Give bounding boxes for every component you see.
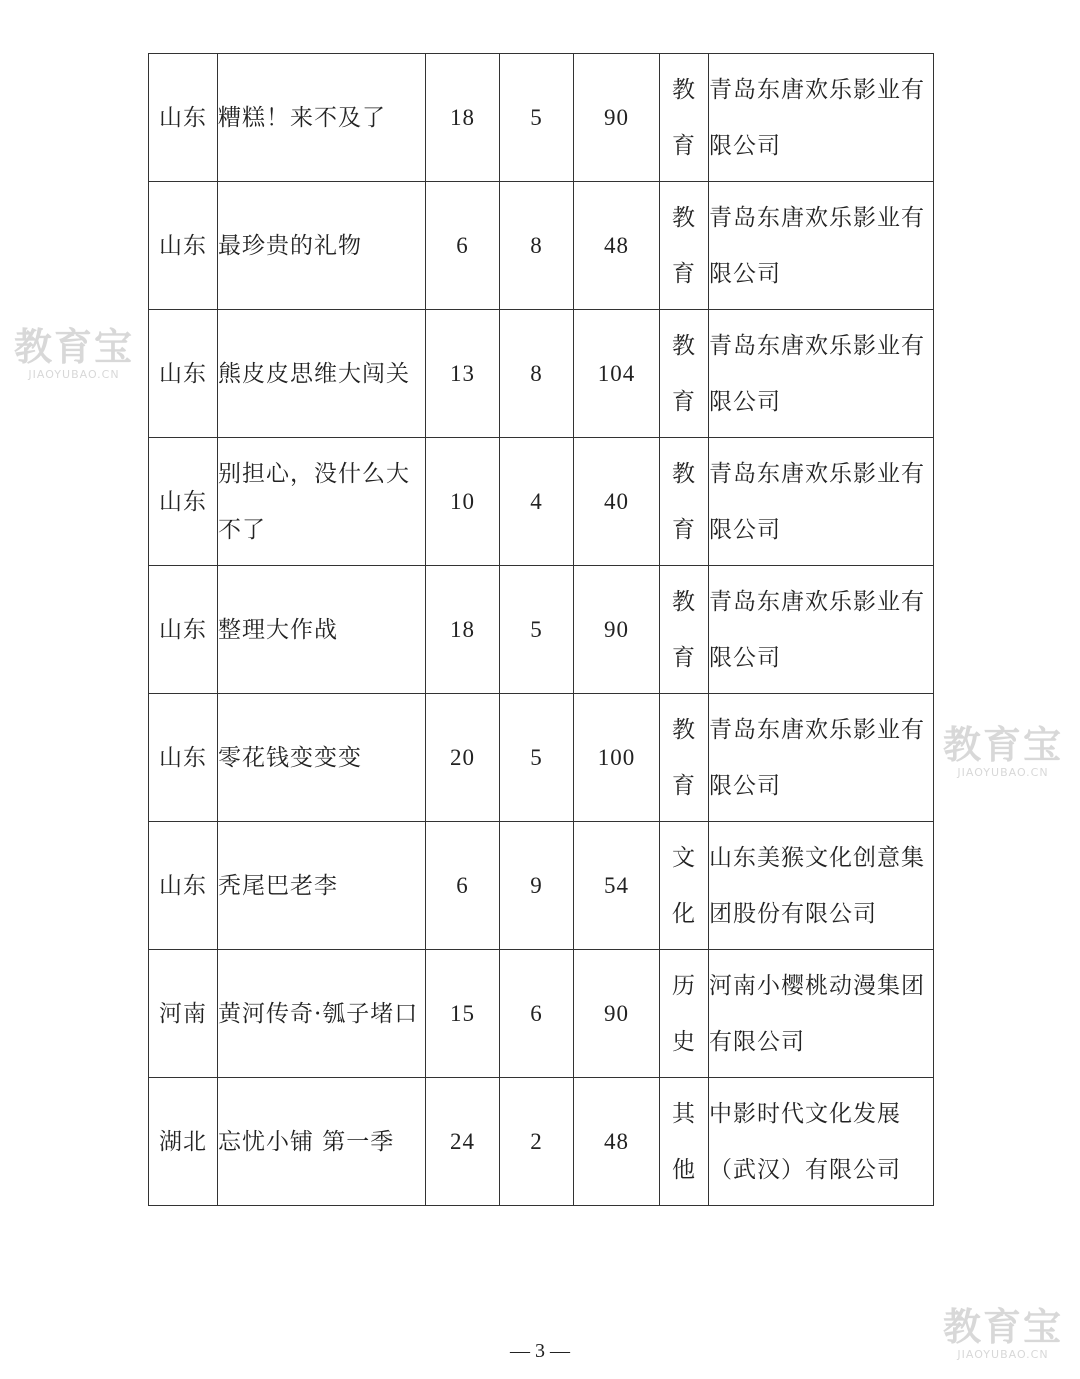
province-cell: 山东 (149, 438, 218, 566)
episodes-cell: 18 (426, 566, 500, 694)
title-cell: 零花钱变变变 (218, 694, 426, 822)
minutes-cell: 8 (500, 310, 574, 438)
title-cell: 忘忧小铺 第一季 (218, 1078, 426, 1206)
watermark-logo (943, 724, 1063, 780)
watermark-url: JIAOYUBAO.CN (957, 1348, 1049, 1361)
province-cell: 山东 (149, 310, 218, 438)
episodes-cell: 18 (426, 54, 500, 182)
company-cell: 青岛东唐欢乐影业有限公司 (709, 310, 934, 438)
watermark-url: JIAOYUBAO.CN (957, 766, 1049, 779)
category-cell (660, 822, 709, 950)
episodes-cell: 15 (426, 950, 500, 1078)
minutes-cell: 2 (500, 1078, 574, 1206)
table-row (149, 694, 934, 822)
category-text: 教育 (672, 76, 696, 159)
category-text: 教育 (672, 716, 696, 799)
title-cell: 最珍贵的礼物 (218, 182, 426, 310)
category-cell (660, 566, 709, 694)
watermark-text: 教育宝 (943, 1305, 1064, 1349)
total-minutes-cell: 40 (574, 438, 660, 566)
category-text: 教育 (672, 460, 696, 543)
minutes-cell: 5 (500, 566, 574, 694)
table-row (149, 438, 934, 566)
company-cell: 青岛东唐欢乐影业有限公司 (709, 566, 934, 694)
category-cell (660, 182, 709, 310)
minutes-cell: 8 (500, 182, 574, 310)
episodes-cell: 6 (426, 182, 500, 310)
category-cell (660, 1078, 709, 1206)
category-cell (660, 950, 709, 1078)
minutes-cell: 6 (500, 950, 574, 1078)
table-row (149, 54, 934, 182)
category-text: 教育 (672, 332, 696, 415)
company-cell: 河南小樱桃动漫集团有限公司 (709, 950, 934, 1078)
episodes-cell: 10 (426, 438, 500, 566)
company-cell: 青岛东唐欢乐影业有限公司 (709, 438, 934, 566)
table-row (149, 310, 934, 438)
category-cell (660, 310, 709, 438)
category-text: 历史 (672, 972, 696, 1055)
category-text: 教育 (672, 204, 696, 287)
animation-list-table (148, 53, 934, 1206)
episodes-cell: 13 (426, 310, 500, 438)
watermark-url: JIAOYUBAO.CN (28, 368, 120, 381)
total-minutes-cell: 90 (574, 54, 660, 182)
watermark-text: 教育宝 (943, 723, 1064, 767)
province-cell: 山东 (149, 54, 218, 182)
total-minutes-cell: 54 (574, 822, 660, 950)
title-cell: 别担心，没什么大不了 (218, 438, 426, 566)
watermark-logo (14, 326, 134, 382)
province-cell: 山东 (149, 822, 218, 950)
total-minutes-cell: 48 (574, 182, 660, 310)
title-cell: 整理大作战 (218, 566, 426, 694)
table-row (149, 566, 934, 694)
company-cell: 青岛东唐欢乐影业有限公司 (709, 54, 934, 182)
title-cell: 糟糕！来不及了 (218, 54, 426, 182)
company-cell: 青岛东唐欢乐影业有限公司 (709, 182, 934, 310)
page-number: — 3 — (510, 1340, 570, 1362)
category-cell (660, 694, 709, 822)
total-minutes-cell: 100 (574, 694, 660, 822)
minutes-cell: 9 (500, 822, 574, 950)
title-cell: 黄河传奇·瓠子堵口 (218, 950, 426, 1078)
minutes-cell: 5 (500, 694, 574, 822)
province-cell: 山东 (149, 182, 218, 310)
company-cell: 中影时代文化发展（武汉）有限公司 (709, 1078, 934, 1206)
province-cell: 湖北 (149, 1078, 218, 1206)
minutes-cell: 5 (500, 54, 574, 182)
category-text: 文化 (672, 844, 696, 927)
company-cell: 山东美猴文化创意集团股份有限公司 (709, 822, 934, 950)
episodes-cell: 20 (426, 694, 500, 822)
total-minutes-cell: 90 (574, 566, 660, 694)
total-minutes-cell: 104 (574, 310, 660, 438)
province-cell: 山东 (149, 566, 218, 694)
category-text: 教育 (672, 588, 696, 671)
category-cell (660, 438, 709, 566)
category-cell (660, 54, 709, 182)
total-minutes-cell: 90 (574, 950, 660, 1078)
title-cell: 秃尾巴老李 (218, 822, 426, 950)
total-minutes-cell: 48 (574, 1078, 660, 1206)
table-row (149, 950, 934, 1078)
table-row (149, 1078, 934, 1206)
episodes-cell: 24 (426, 1078, 500, 1206)
watermark-text: 教育宝 (14, 325, 135, 369)
table-row (149, 182, 934, 310)
title-cell: 熊皮皮思维大闯关 (218, 310, 426, 438)
episodes-cell: 6 (426, 822, 500, 950)
table-row (149, 822, 934, 950)
province-cell: 河南 (149, 950, 218, 1078)
category-text: 其他 (672, 1100, 696, 1183)
minutes-cell: 4 (500, 438, 574, 566)
province-cell: 山东 (149, 694, 218, 822)
company-cell: 青岛东唐欢乐影业有限公司 (709, 694, 934, 822)
